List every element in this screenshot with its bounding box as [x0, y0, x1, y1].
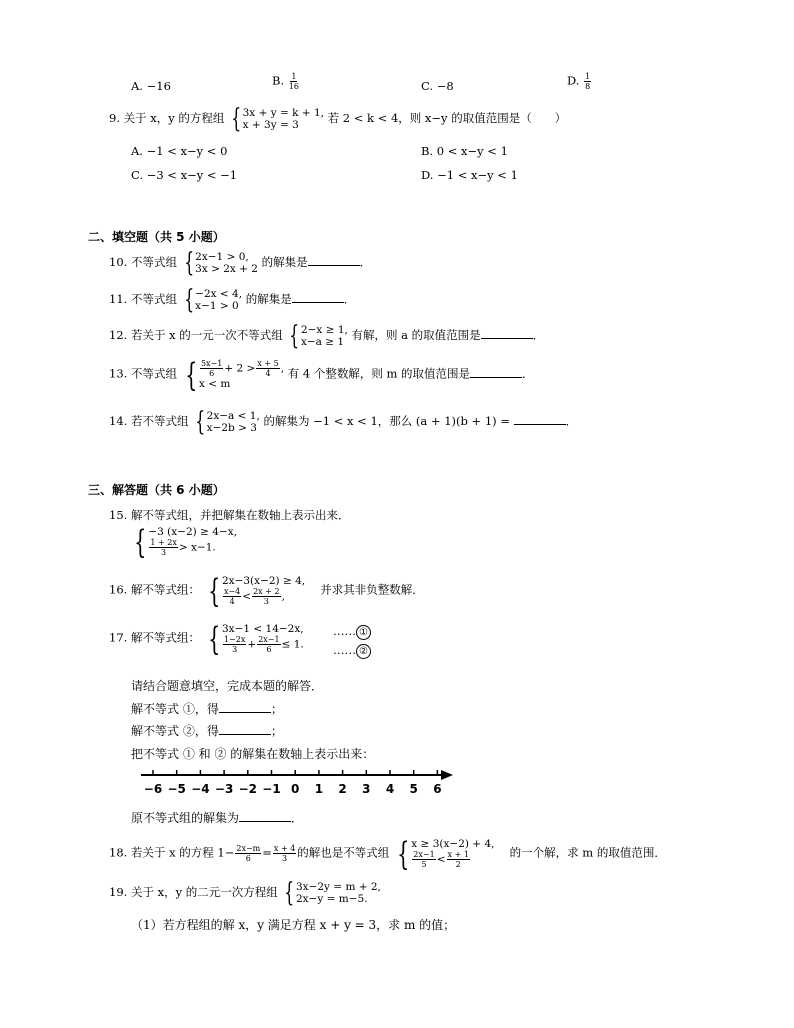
answer-blank — [514, 423, 566, 425]
answer-blank — [239, 820, 291, 822]
answer-blank — [219, 733, 271, 735]
number-line-tick-label: −1 — [262, 782, 281, 796]
q9-option-d: D. −1 < x−y < 1 — [421, 168, 518, 182]
number-line-tick-label: 3 — [362, 782, 371, 796]
q8-option-b: B. $\frac{1}{16}$ — [272, 72, 299, 91]
answer-blank — [481, 337, 533, 339]
q9-option-a: A. −1 < x−y < 0 — [131, 144, 228, 158]
question-19-part-1: （1）若方程组的解 x，y 满足方程 x + y = 3，求 m 的值； — [131, 918, 456, 932]
number-line-tick-label: 0 — [291, 782, 300, 796]
number-line — [135, 766, 455, 798]
question-18: 18. 若关于 x 的方程 1− $\frac{2x-m}{6}$ = $\frac{x + 4}{3}$ 的解也是不等式组 { x ≥ 3(x−2) + 4, $\frac{2x-1}{5}$ < $\frac{x + 1}{2}$ 的一个解，求 m 的取值范围． — [109, 834, 666, 873]
question-13: 13. 不等式组 { $\frac{5x-1}{6}$ + 2 > $\frac{x + 5}{4}$ , x < m 有 4 个整数解，则 m 的取值范围是 ． — [109, 355, 534, 394]
question-19: 19. 关于 x，y 的二元一次方程组 { 3x−2y = m + 2, 2x−y = m−5. — [109, 878, 381, 908]
question-12: 12. 若关于 x 的一元一次不等式组 { 2−x ≥ 1, x−a ≥ 1 有解，则 a 的取值范围是 ． — [109, 321, 545, 351]
q17-line-2: 解不等式 ①，得 ； — [131, 702, 283, 716]
question-17: 17. 解不等式组： { 3x−1 < 14−2x, $\frac{1-2x}{3}$ + $\frac{2x-1}{6}$ ≤ 1. — [109, 619, 304, 658]
q8-option-c: C. −8 — [421, 79, 454, 93]
question-11: 11. 不等式组 { −2x < 4, x−1 > 0 的解集是 ． — [109, 285, 356, 315]
number-line-tick-label: −6 — [143, 782, 163, 796]
q8-option-d: D. $\frac{1}{8}$ — [567, 72, 591, 91]
q17-line-3: 解不等式 ②，得 ； — [131, 724, 283, 738]
q9-option-b: B. 0 < x−y < 1 — [421, 144, 508, 158]
number-line-tick-label: −4 — [191, 782, 210, 796]
marker-1: …… ① — [333, 624, 371, 640]
number-line-tick-label: 6 — [433, 782, 442, 796]
q17-line-4: 把不等式 ① 和 ② 的解集在数轴上表示出来： — [131, 747, 375, 761]
answer-blank — [470, 376, 522, 378]
q17-line-1: 请结合题意填空，完成本题的解答． — [131, 679, 324, 693]
question-14: 14. 若不等式组 { 2x−a < 1, x−2b > 3 的解集为 −1 < x < 1，那么 (a + 1)(b + 1) = ． — [109, 407, 578, 437]
answer-blank — [292, 301, 344, 303]
question-16: 16. 解不等式组： { 2x−3(x−2) ≥ 4, $\frac{x-4}{4}$ < $\frac{2x + 2}{3}$ , 并求其非负整数解． — [109, 571, 424, 610]
question-9: 9. 关于 x，y 的方程组 { 3x + y = k + 1, x + 3y = 3 若 2 < k < 4，则 x−y 的取值范围是（ ） — [109, 104, 567, 134]
section-3-title: 三、解答题（共 6 小题） — [88, 483, 225, 497]
number-line-arrow — [441, 770, 453, 780]
number-line-tick-label: −2 — [238, 782, 258, 796]
marker-2: …… ② — [333, 643, 371, 659]
answer-blank — [219, 711, 271, 713]
q9-option-c: C. −3 < x−y < −1 — [131, 168, 238, 182]
number-line-tick-label: 2 — [338, 782, 347, 796]
number-line-tick-label: 4 — [385, 782, 395, 796]
number-line-tick-label: 5 — [409, 782, 418, 796]
number-line-tick-label: −5 — [167, 782, 186, 796]
question-10: 10. 不等式组 { 2x−1 > 0, 3x > 2x + 2 的解集是 ． — [109, 248, 372, 278]
q17-line-5: 原不等式组的解集为 ． — [131, 811, 304, 825]
number-line-tick-label: 1 — [314, 782, 324, 796]
question-15-system: { −3 (x−2) ≥ 4−x, $\frac{1 + 2x}{3}$ > x−1. — [134, 522, 237, 561]
q8-option-a: A. −16 — [131, 79, 171, 93]
number-line-tick-label: −3 — [214, 782, 234, 796]
section-2-title: 二、填空题（共 5 小题） — [88, 230, 225, 244]
answer-blank — [308, 264, 360, 266]
question-15: 15. 解不等式组，并把解集在数轴上表示出来． — [109, 508, 350, 522]
